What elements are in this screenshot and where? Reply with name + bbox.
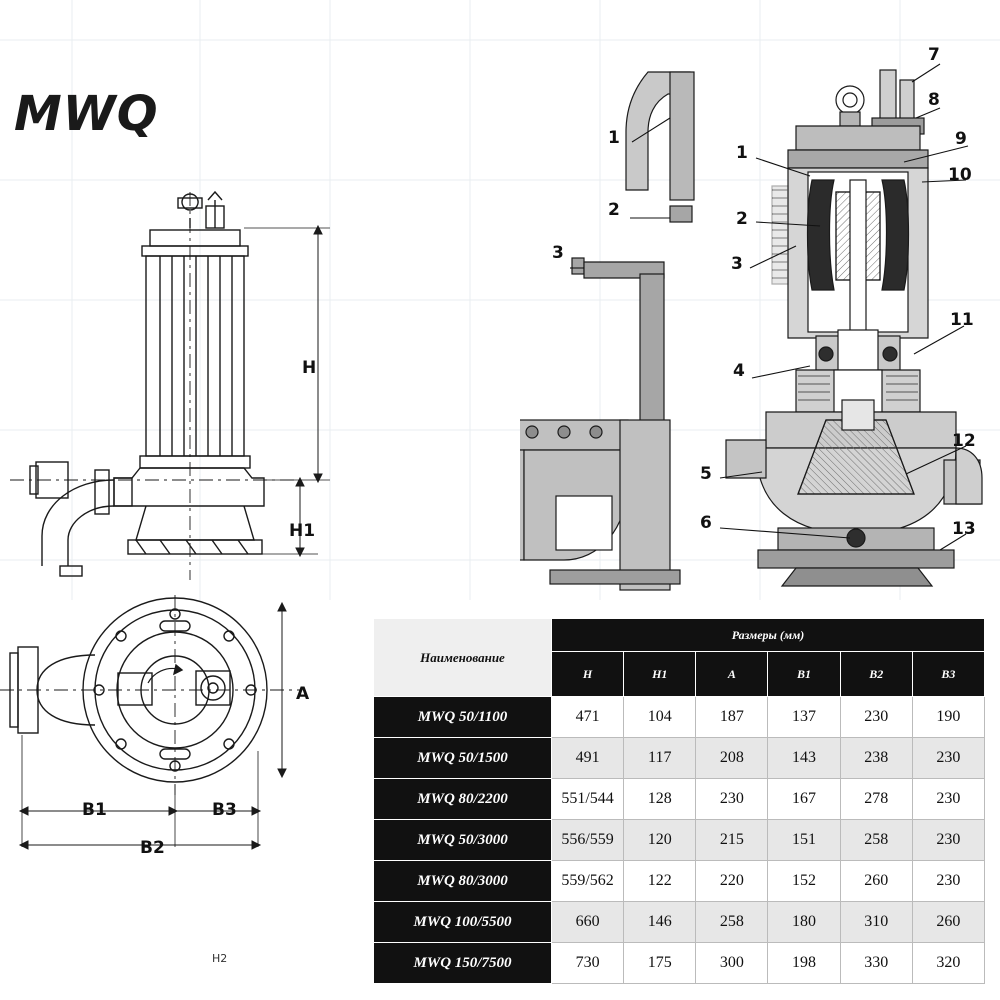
dimension-label-b1: B1 [82, 800, 107, 820]
callout-5-section: 5 [700, 464, 712, 484]
dimensions-table [373, 618, 985, 984]
dimension-label-b2: B2 [140, 838, 165, 858]
table-row [374, 902, 985, 943]
cell-b3: 230 [912, 820, 984, 861]
cell-a: 300 [696, 943, 768, 984]
cell-b1: 180 [768, 902, 840, 943]
header-dimensions-group: Размеры (мм) [552, 619, 985, 652]
callout-3-left: 3 [552, 243, 564, 263]
callout-11-section: 11 [950, 310, 974, 330]
callout-2-left: 2 [608, 200, 620, 220]
cell-h1: 146 [624, 902, 696, 943]
header-col-a: A [696, 652, 768, 697]
cell-b3: 260 [912, 902, 984, 943]
table-row [374, 697, 985, 738]
cell-b2: 258 [840, 820, 912, 861]
cell-b3: 190 [912, 697, 984, 738]
row-model-name: MWQ 50/1100 [374, 697, 552, 738]
header-col-b2: B2 [840, 652, 912, 697]
header-col-b1: B1 [768, 652, 840, 697]
cell-a: 258 [696, 902, 768, 943]
table-row [374, 779, 985, 820]
cell-b3: 230 [912, 779, 984, 820]
cell-b2: 230 [840, 697, 912, 738]
table-header-row-group [374, 619, 985, 652]
cell-a: 215 [696, 820, 768, 861]
cell-b2: 330 [840, 943, 912, 984]
callout-7-section: 7 [928, 45, 940, 65]
cell-b2: 238 [840, 738, 912, 779]
cell-h: 491 [552, 738, 624, 779]
cell-a: 208 [696, 738, 768, 779]
table-row [374, 943, 985, 984]
cell-b2: 310 [840, 902, 912, 943]
cell-a: 220 [696, 861, 768, 902]
dimension-label-h: H [302, 358, 317, 378]
dimension-label-b3: B3 [212, 800, 237, 820]
cell-h1: 104 [624, 697, 696, 738]
header-name: Наименование [374, 619, 552, 697]
cell-h: 551/544 [552, 779, 624, 820]
cell-b3: 230 [912, 861, 984, 902]
callout-1-section: 1 [736, 143, 748, 163]
cell-b1: 152 [768, 861, 840, 902]
row-model-name: MWQ 50/3000 [374, 820, 552, 861]
cell-b1: 198 [768, 943, 840, 984]
table-head [374, 619, 985, 697]
header-col-h1: H1 [624, 652, 696, 697]
cell-b3: 230 [912, 738, 984, 779]
pump-section-drawing [520, 30, 990, 605]
table-row [374, 861, 985, 902]
row-model-name: MWQ 150/7500 [374, 943, 552, 984]
callout-4-section: 4 [733, 361, 745, 381]
cell-a: 187 [696, 697, 768, 738]
cell-b1: 143 [768, 738, 840, 779]
callout-6-section: 6 [700, 513, 712, 533]
bottom-note-label: Н2 [212, 952, 228, 965]
callout-9-section: 9 [955, 129, 967, 149]
dimension-label-a: A [296, 684, 310, 704]
row-model-name: MWQ 50/1500 [374, 738, 552, 779]
page-title: MWQ [14, 86, 159, 142]
cell-a: 230 [696, 779, 768, 820]
cell-h1: 128 [624, 779, 696, 820]
cell-b2: 260 [840, 861, 912, 902]
header-col-b3: B3 [912, 652, 984, 697]
pump-plan-view-drawing [0, 595, 360, 885]
row-model-name: MWQ 80/2200 [374, 779, 552, 820]
cell-h: 730 [552, 943, 624, 984]
cell-b1: 167 [768, 779, 840, 820]
cell-h: 660 [552, 902, 624, 943]
table-row [374, 820, 985, 861]
callout-1-left: 1 [608, 128, 620, 148]
callout-3-section: 3 [731, 254, 743, 274]
callout-8-section: 8 [928, 90, 940, 110]
cell-h: 559/562 [552, 861, 624, 902]
cell-h1: 117 [624, 738, 696, 779]
cell-b1: 151 [768, 820, 840, 861]
cell-h: 471 [552, 697, 624, 738]
table-row [374, 738, 985, 779]
dimension-label-h1: H1 [289, 521, 316, 541]
row-model-name: MWQ 80/3000 [374, 861, 552, 902]
callout-10-section: 10 [948, 165, 972, 185]
cell-h1: 175 [624, 943, 696, 984]
callout-2-section: 2 [736, 209, 748, 229]
callout-13-section: 13 [952, 519, 976, 539]
cell-b1: 137 [768, 697, 840, 738]
table-body [374, 697, 985, 984]
header-col-h: H [552, 652, 624, 697]
cell-b3: 320 [912, 943, 984, 984]
callout-12-section: 12 [952, 431, 976, 451]
cell-h1: 122 [624, 861, 696, 902]
cell-b2: 278 [840, 779, 912, 820]
cell-h: 556/559 [552, 820, 624, 861]
cell-h1: 120 [624, 820, 696, 861]
row-model-name: MWQ 100/5500 [374, 902, 552, 943]
